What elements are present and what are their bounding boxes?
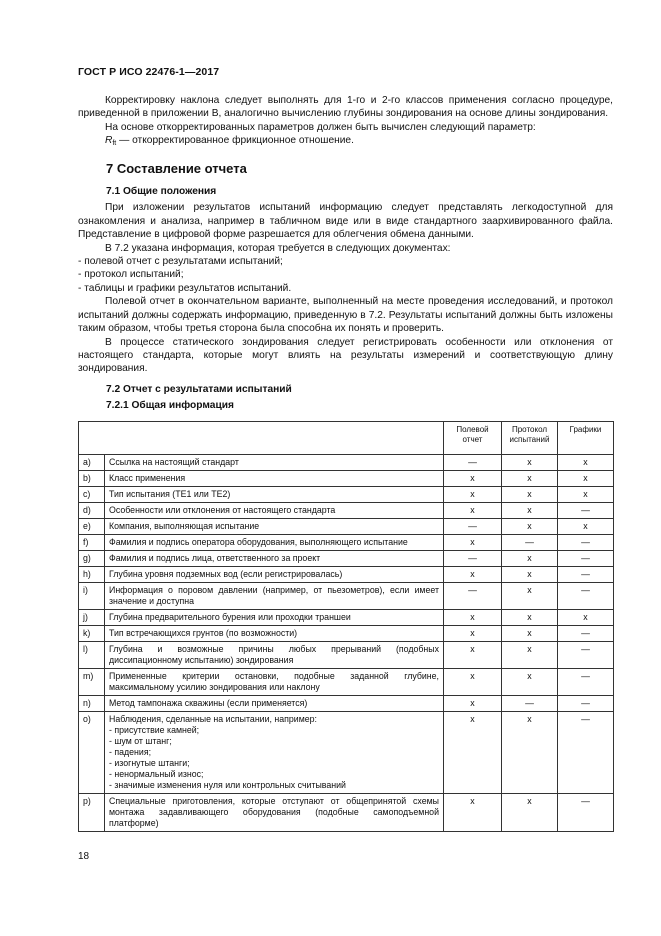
protocol-mark: x: [502, 793, 558, 831]
row-key: l): [79, 641, 105, 668]
document-header: ГОСТ Р ИСО 22476-1—2017: [78, 66, 220, 78]
protocol-mark: x: [502, 711, 558, 793]
protocol-mark: x: [502, 550, 558, 566]
row-description-text: Компания, выполняющая испытание: [109, 520, 260, 531]
table-row: [79, 566, 614, 582]
row-description-text: Тип испытания (ТЕ1 или ТЕ2): [109, 488, 231, 499]
row-key: m): [79, 668, 105, 695]
document-list-item: - полевой отчет с результатами испытаний;: [78, 256, 283, 268]
observation-item: - значимые изменения нуля или контрольных считываний: [109, 779, 346, 790]
observation-item: - падения;: [109, 746, 152, 757]
field-report-mark: —: [444, 518, 502, 534]
row-key: j): [79, 609, 105, 625]
table-header-blank: [79, 421, 444, 454]
field-report-mark: x: [444, 668, 502, 695]
field-report-mark: —: [444, 454, 502, 470]
row-key: b): [79, 470, 105, 486]
field-report-mark: x: [444, 470, 502, 486]
row-description: [105, 486, 444, 502]
field-report-mark: x: [444, 711, 502, 793]
charts-mark: —: [558, 582, 614, 609]
row-key: h): [79, 566, 105, 582]
parameter-definition: [78, 134, 613, 147]
charts-mark: —: [558, 793, 614, 831]
charts-mark: x: [558, 454, 614, 470]
row-description: [105, 625, 444, 641]
table-row: [79, 550, 614, 566]
header-field-report: Полевой отчет: [444, 421, 502, 454]
row-key: k): [79, 625, 105, 641]
protocol-mark: x: [502, 566, 558, 582]
table-row: [79, 625, 614, 641]
row-key: c): [79, 486, 105, 502]
observation-item: - ненормальный износ;: [109, 768, 204, 779]
table-row: [79, 486, 614, 502]
field-report-mark: x: [444, 695, 502, 711]
section-7-title: 7 Составление отчета: [106, 160, 247, 176]
row-key: d): [79, 502, 105, 518]
charts-mark: —: [558, 625, 614, 641]
parameter-subscript: ft: [112, 140, 117, 148]
row-description-text: Тип встречающихся грунтов (по возможности): [109, 627, 298, 638]
table-row: [79, 668, 614, 695]
table-row: [79, 534, 614, 550]
protocol-mark: x: [502, 582, 558, 609]
protocol-mark: x: [502, 668, 558, 695]
document-list-item: - таблицы и графики результатов испытаний.: [78, 282, 292, 294]
row-description: [105, 502, 444, 518]
intro-paragraph-2: На основе откорректированных параметров должен быть вычислен следующий параметр:: [105, 121, 536, 133]
row-description: [105, 668, 444, 695]
protocol-mark: x: [502, 518, 558, 534]
field-report-mark: x: [444, 625, 502, 641]
row-description: [105, 609, 444, 625]
charts-mark: x: [558, 486, 614, 502]
field-report-mark: x: [444, 566, 502, 582]
table-row: [79, 470, 614, 486]
observation-item: - присутствие камней;: [109, 724, 200, 735]
row-description: [105, 695, 444, 711]
row-description-text: Специальные приготовления, которые отступают от общепринятой схемы монтажа задавливающего оборудования (подобные самоподъемной платформе): [109, 795, 439, 828]
intro-paragraph-1: Корректировку наклона следует выполнять для 1-го и 2-го классов применения согласно процедуре, приведенной в приложении В, аналогично вычислению глубины зондирования на основе длины зондирования.: [78, 95, 613, 120]
header-charts: Графики: [558, 421, 614, 454]
row-description-text: Метод тампонажа скважины (если применяется): [109, 697, 308, 708]
field-report-mark: —: [444, 550, 502, 566]
charts-mark: x: [558, 518, 614, 534]
page-number: 18: [78, 851, 90, 862]
protocol-mark: x: [502, 609, 558, 625]
section-7-1-paragraph-3: Полевой отчет в окончательном варианте, выполненный на месте проведения исследований, и протокол испытаний должны содержать информацию, приведенную в 7.2. Результаты испытаний должны быть изложены таким образом, чтобы третья сторона была способна их понять и проверить.: [78, 296, 613, 335]
row-key: n): [79, 695, 105, 711]
charts-mark: x: [558, 470, 614, 486]
protocol-mark: —: [502, 695, 558, 711]
row-description-text: Глубина уровня подземных вод (если регистрировалась): [109, 568, 343, 579]
row-description: [105, 470, 444, 486]
row-description-text: Класс применения: [109, 472, 186, 483]
protocol-mark: x: [502, 454, 558, 470]
header-test-protocol: Протокол испытаний: [502, 421, 558, 454]
row-description: [105, 793, 444, 831]
row-description-text: Глубина предварительного бурения или проходки траншеи: [109, 611, 351, 622]
row-key: i): [79, 582, 105, 609]
row-key: f): [79, 534, 105, 550]
observation-item: - изогнутые штанги;: [109, 757, 190, 768]
protocol-mark: x: [502, 486, 558, 502]
table-row: [79, 711, 614, 793]
row-description: [105, 711, 444, 793]
page-body: [78, 94, 613, 832]
row-description-text: Наблюдения, сделанные на испытании, например:: [109, 713, 317, 724]
protocol-mark: x: [502, 625, 558, 641]
protocol-mark: x: [502, 470, 558, 486]
row-description-text: Фамилия и подпись оператора оборудования, выполняющего испытание: [109, 536, 408, 547]
document-list-item: - протокол испытаний;: [78, 269, 184, 281]
table-row: [79, 454, 614, 470]
row-description-text: Информация о поровом давлении (например, от пьезометров), если имеет значение и доступна: [109, 584, 439, 606]
charts-mark: —: [558, 534, 614, 550]
row-key: e): [79, 518, 105, 534]
row-key: o): [79, 711, 105, 793]
field-report-mark: x: [444, 534, 502, 550]
charts-mark: —: [558, 695, 614, 711]
charts-mark: —: [558, 502, 614, 518]
section-7-1-paragraph-4: В процессе статического зондирования следует регистрировать особенности или отклонения от настоящего стандарта, которые могут влиять на результаты измерений и соответствующую длину зондирования.: [78, 336, 613, 375]
row-description-text: Особенности или отклонения от настоящего стандарта: [109, 504, 336, 515]
row-description: [105, 534, 444, 550]
table-row: [79, 518, 614, 534]
section-7-2-1-title: 7.2.1 Общая информация: [106, 400, 234, 412]
table-row: [79, 695, 614, 711]
table-header-row: [79, 421, 614, 454]
row-description: [105, 518, 444, 534]
table-row: [79, 582, 614, 609]
parameter-symbol: R: [105, 135, 113, 147]
field-report-mark: x: [444, 486, 502, 502]
row-key: a): [79, 454, 105, 470]
section-7-1-paragraph-2: В 7.2 указана информация, которая требуется в следующих документах:: [105, 242, 451, 254]
row-description: [105, 641, 444, 668]
row-description: [105, 454, 444, 470]
general-info-table: [78, 421, 614, 832]
protocol-mark: x: [502, 641, 558, 668]
table-body: [79, 454, 614, 831]
field-report-mark: —: [444, 582, 502, 609]
row-key: p): [79, 793, 105, 831]
row-description: [105, 550, 444, 566]
protocol-mark: x: [502, 502, 558, 518]
parameter-text: — откорректированное фрикционное отношение.: [116, 135, 354, 147]
charts-mark: —: [558, 550, 614, 566]
row-description-text: Фамилия и подпись лица, ответственного за проект: [109, 552, 321, 563]
charts-mark: —: [558, 711, 614, 793]
section-7-1-title: 7.1 Общие положения: [106, 186, 217, 198]
field-report-mark: x: [444, 641, 502, 668]
charts-mark: x: [558, 609, 614, 625]
table-row: [79, 502, 614, 518]
table-row: [79, 609, 614, 625]
row-description: [105, 566, 444, 582]
observation-item: - шум от штанг;: [109, 735, 172, 746]
field-report-mark: x: [444, 502, 502, 518]
charts-mark: —: [558, 566, 614, 582]
field-report-mark: x: [444, 609, 502, 625]
field-report-mark: x: [444, 793, 502, 831]
row-key: g): [79, 550, 105, 566]
table-row: [79, 641, 614, 668]
section-7-1-paragraph-1: При изложении результатов испытаний информацию следует представлять легкодоступной для ознакомления и анализа, например в табличном виде или в виде стандартного заархивированного файла. Представление в цифровой форме разрешается для облегчения обмена данными.: [78, 202, 613, 241]
row-description-text: Глубина и возможные причины любых прерываний (подобных диссипационному испытанию) зондирования: [109, 643, 439, 665]
row-description-text: Примененные критерии остановки, подобные заданной глубине, максимальному усилию зондирования или наклону: [109, 670, 439, 692]
section-7-2-title: 7.2 Отчет с результатами испытаний: [106, 383, 292, 395]
charts-mark: —: [558, 668, 614, 695]
row-description-text: Ссылка на настоящий стандарт: [109, 456, 239, 467]
charts-mark: —: [558, 641, 614, 668]
table-row: [79, 793, 614, 831]
protocol-mark: —: [502, 534, 558, 550]
row-description: [105, 582, 444, 609]
